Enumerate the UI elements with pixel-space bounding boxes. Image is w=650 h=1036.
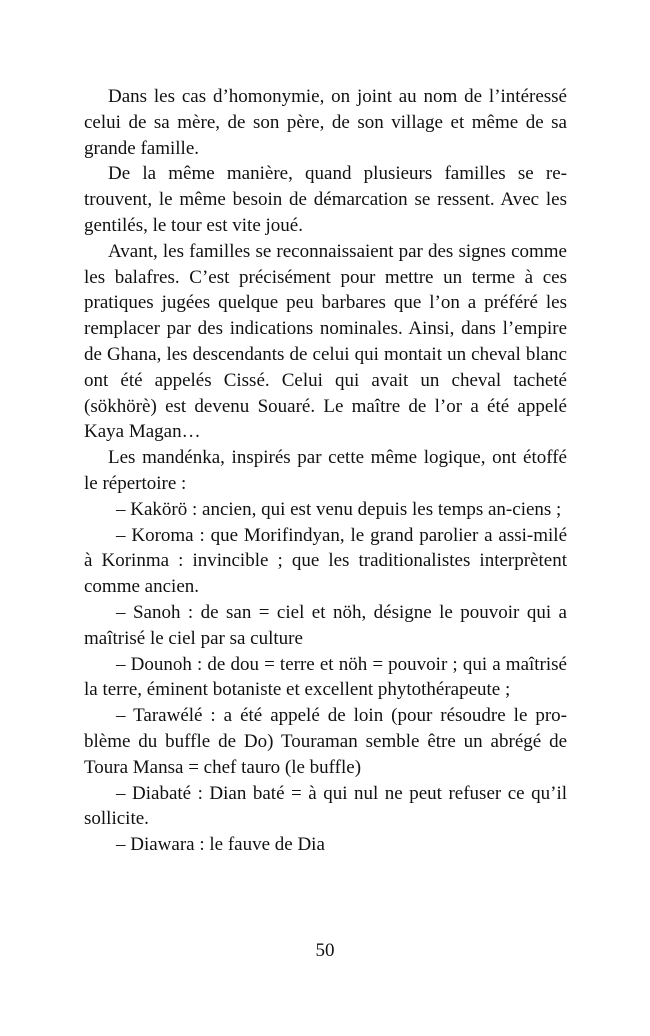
list-item-kakoro: – Kakörö : ancien, qui est venu depuis les temps an-ciens ; <box>116 498 562 520</box>
list-item-koroma: – Koroma : que Morifindyan, le grand parolier a assi-milé à Korinma : invincible ; que les traditionalistes interprètent comme ancien. <box>84 524 567 598</box>
list-item-tarawele: – Tarawélé : a été appelé de loin (pour résoudre le pro-blème du buffle de Do) Touraman semble être un abrégé de Toura Mansa = chef tauro (le buffle) <box>84 705 567 778</box>
page-number: 50 <box>315 940 335 961</box>
paragraph-homonymie: Dans les cas d’homonymie, on joint au nom de l’intéressé celui de sa mère, de son père, de son village et même de sa grande famille. <box>84 86 567 159</box>
paragraph-demarcation: De la même manière, quand plusieurs familles se re-trouvent, le même besoin de démarcation se ressent. Avec les gentilés, le tour est vite joué. <box>84 163 567 236</box>
paragraph-mandenka: Les mandénka, inspirés par cette même logique, ont étoffé le répertoire : <box>84 447 567 494</box>
list-item-dounoh: – Dounoh : de dou = terre et nöh = pouvoir ; qui a maîtrisé la terre, éminent botaniste et excellent phytothérapeute ; <box>84 653 567 701</box>
page-body <box>84 84 567 858</box>
list-item-sanoh: – Sanoh : de san = ciel et nöh, désigne le pouvoir qui a maîtrisé le ciel par sa culture <box>84 601 567 649</box>
list-item-diawara: – Diawara : le fauve de Dia <box>116 834 325 856</box>
paragraph-signes: Avant, les familles se reconnaissaient par des signes comme les balafres. C’est précisément pour mettre un terme à ces pratiques jugées quelque peu barbares que l’on a préféré les remplacer par des indications nominales. Ainsi, dans l’empire de Ghana, les descendants de celui qui montait un cheval blanc ont été appelés Cissé. Celui qui avait un cheval tacheté (sökhörè) est devenu Souaré. Le maître de l’or a été appelé Kaya Magan… <box>84 240 567 443</box>
list-item-diabate: – Diabaté : Dian baté = à qui nul ne peut refuser ce qu’il sollicite. <box>84 782 567 830</box>
